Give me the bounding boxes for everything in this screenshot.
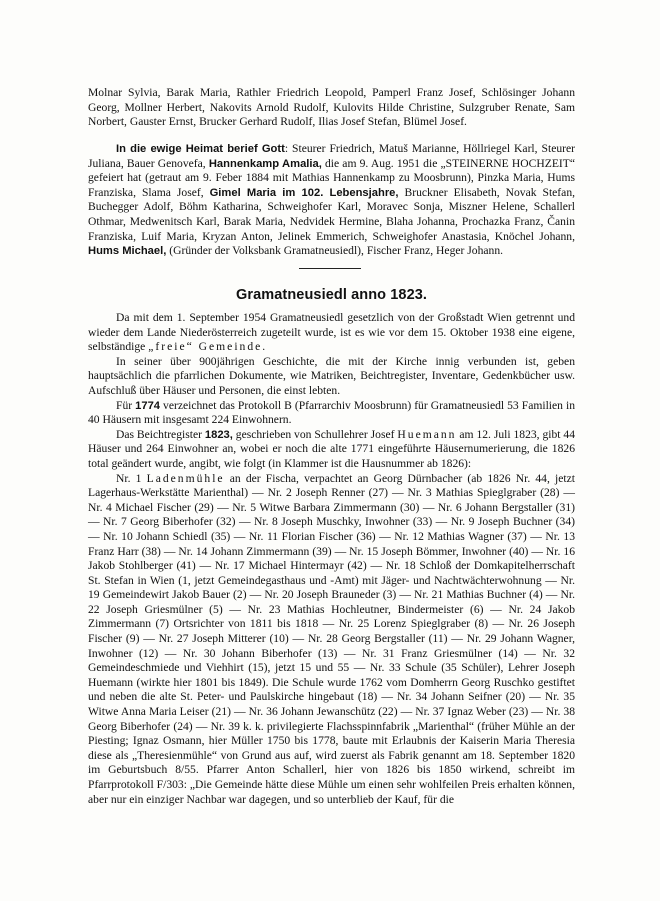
paragraph-2: In seiner über 900jährigen Geschichte, die mit der Kirche innig verbunden ist, geben hauptsächlich die pfarrlichen Dokumente, wie Matriken, Beichtregister, Inventare, Gedenkbücher usw. Aufschluß über Häuser und Personen, die einst lebten. xyxy=(88,354,575,397)
paragraph-1-text-2: . xyxy=(262,340,266,354)
paragraph-3-text-1: Für xyxy=(116,398,136,412)
obituary-text-4: (Gründer der Volksbank Gramatneusiedl), Fischer Franz, Heger Johann. xyxy=(166,244,504,258)
obituary-text-3: Bruckner Elisabeth, Novak Stefan, Buchegger Adolf, Böhm Katharina, Schweighofer Karl, Moravec Sonja, Miszner Helene, Schallerl Othmar, Medwenitsch Karl, Barak Maria, Nedvidek Hermine, Blaha Johanna, Prochazka Franz, Čanin Franziska, Luif Maria, Kryzan Anton, Jelinek Emmerich, Schweighofer Anastasia, Knöchel Johann, xyxy=(88,185,576,243)
paragraph-4-text-3: am 12. Juli 1823, gibt 44 Häuser und 264 Einwohner an, wobei er noch die alte 1771 eingeführte Häusernumerierung, die 1826 total geändert wurde, angibt, wie folgt (in Klammer ist die Hausnummer ab 1826): xyxy=(88,427,576,470)
section-divider xyxy=(299,268,361,269)
name-list-paragraph xyxy=(88,86,575,130)
obituary-text-2: die am 9. Aug. 1951 die „STEINERNE HOCHZEIT“ gefeiert hat (getraut am 9. Feber 1884 mit Mathias Hannenkamp zu Moosbrunn), Pinzka Maria, Hums Franziska, Slama Josef, xyxy=(88,156,576,199)
name-list-text: Molnar Sylvia, Barak Maria, Rathler Friedrich Leopold, Pamperl Franz Josef, Schlösinger Johann Georg, Mollner Herbert, Nakovits Arnold Rudolf, Kulovits Hilde Christine, Sulzgruber Renate, Sam Norbert, Gauster Ernst, Brucker Gerhard Rudolf, Ilias Josef Stefan, Blümel Josef. xyxy=(88,86,575,129)
paragraph-5-text-1: Nr. 1 xyxy=(116,471,147,485)
paragraph-1-spaced: „freie“ Gemeinde xyxy=(148,340,263,354)
obituary-text-1: : Steurer Friedrich, Matuš Marianne, Höllriegel Karl, Steurer Juliana, Bauer Genovefa, xyxy=(88,142,575,170)
paragraph-5 xyxy=(88,472,575,808)
paragraph-5-text-2: an der Fischa, verpachtet an Georg Dürnbacher (ab 1826 Nr. 44, jetzt Lagerhaus-Werkstätte Marienthal) — Nr. 2 Joseph Renner (27) — Nr. 3 Mathias Spieglgraber (28) — Nr. 4 Michael Fischer (29) — Nr. 5 Witwe Barbara Zimmermann (30) — Nr. 6 Johann Bergstaller (31) — Nr. 7 Georg Biberhofer (32) — Nr. 8 Joseph Muschky, Inwohner (33) — Nr. 9 Joseph Buchner (34) — Nr. 10 Johann Schiedl (35) — Nr. 11 Florian Fischer (36) — Nr. 12 Mathias Wagner (37) — Nr. 13 Franz Harr (38) — Nr. 14 Johann Zimmermann (39) — Nr. 15 Joseph Bömmer, Inwohner (40) — Nr. 16 Jakob Stohlberger (41) — Nr. 17 Michael Hintermayr (42) — Nr. 18 Schloß der Domkapitelherrschaft St. Stefan in Wien (1, jetzt Gemeindegasthaus und -Amt) mit Jäger- und Nachtwächterwohnung — Nr. 19 Gemeindewirt Jakob Bauer (2) — Nr. 20 Joseph Brauneder (3) — Nr. 21 Mathias Buchner (4) — Nr. 22 Joseph Griesmülner (5) — Nr. 23 Mathias Hochleutner, Bindermeister (6) — Nr. 24 Jakob Zimmermann (7) Ortsrichter von 1811 bis 1818 — Nr. 25 Lorenz Spieglgraber (8) — Nr. 26 Joseph Fischer (9) — Nr. 27 Joseph Mitterer (10) — Nr. 28 Georg Bergstaller (11) — Nr. 29 Johann Wagner, Inwohner (12) — Nr. 30 Johann Biberhofer (13) — Nr. 31 Franz Griesmülner (14) — Nr. 32 Gemeindeschmiede und Viehhirt (15), jetzt 15 und 55 — Nr. 33 Schule (35 Schüler), Lehrer Joseph Huemann (wirkte hier 1801 bis 1849). Die Schule wurde 1762 vom Domherrn Georg Ruschko gestiftet und neben die alte St. Peter- und Paulskirche hingebaut (18) — Nr. 34 Johann Seifner (20) — Nr. 35 Witwe Anna Maria Leiser (21) — Nr. 36 Johann Jewanschütz (22) — Nr. 37 Ignaz Weber (23) — Nr. 38 Georg Biberhofer (24) — Nr. 39 k. k. privilegierte Flachsspinnfabrik „Marienthal“ (früher Mühle an der Piesting; Ignaz Osmann, hier Müller 1750 bis 1778, baute mit Erlaubnis der Kaiserin Maria Theresia diese als „Theresienmühle“ von Grund aus auf, wird zuerst als Fabrik genannt am 18. September 1820 im Geburtsbuch 8/55. Pfarrer Anton Schallerl, hier von 1826 bis 1850 wirkend, schreibt im Pfarrprotokoll F/303: „Die Gemeinde hätte diese Mühle um einen sehr wohlfeilen Preis erhalten können, aber nur ein einziger Nachbar war dagegen, und so unterblieb der Kauf, für die xyxy=(88,471,575,806)
paragraph-3-bold: 1774 xyxy=(135,399,161,412)
obituary-highlight-3: Hums Michael, xyxy=(88,245,167,258)
paragraph-4-spaced: Huemann xyxy=(397,427,457,441)
paragraph-5-spaced: Ladenmühle xyxy=(146,471,225,485)
obituary-highlight-1: Hannenkamp Amalia, xyxy=(208,157,322,170)
obituary-highlight-2: Gimel Maria im 102. Lebensjahre, xyxy=(209,186,399,199)
obituary-label: In die ewige Heimat berief Gott xyxy=(116,143,285,155)
section-body xyxy=(88,311,575,807)
paragraph-1 xyxy=(88,311,575,355)
obituary-paragraph xyxy=(88,142,575,259)
paragraph-4-text-2: geschrieben von Schullehrer Josef xyxy=(232,427,398,441)
obituary-text xyxy=(88,142,575,259)
paragraph-4-bold: 1823, xyxy=(204,428,233,441)
paragraph-3-text-2: verzeichnet das Protokoll B (Pfarrarchiv Moosbrunn) für Gramatneusiedl 53 Familien in 40 Häusern mit insgesamt 224 Einwohnern. xyxy=(88,398,575,427)
section-title: Gramatneusiedl anno 1823. xyxy=(235,287,428,303)
paragraph-4-text-1: Das Beichtregister xyxy=(116,427,205,441)
paragraph-3 xyxy=(88,399,575,428)
paragraph-4 xyxy=(88,428,575,472)
paragraph-1-text-1: Da mit dem 1. September 1954 Gramatneusiedl gesetzlich von der Großstadt Wien getrennt und wieder dem Lande Niederösterreich zugeteilt wurde, ist es wie vor dem 15. Oktober 1938 eine eigene, selbständige xyxy=(88,311,575,354)
